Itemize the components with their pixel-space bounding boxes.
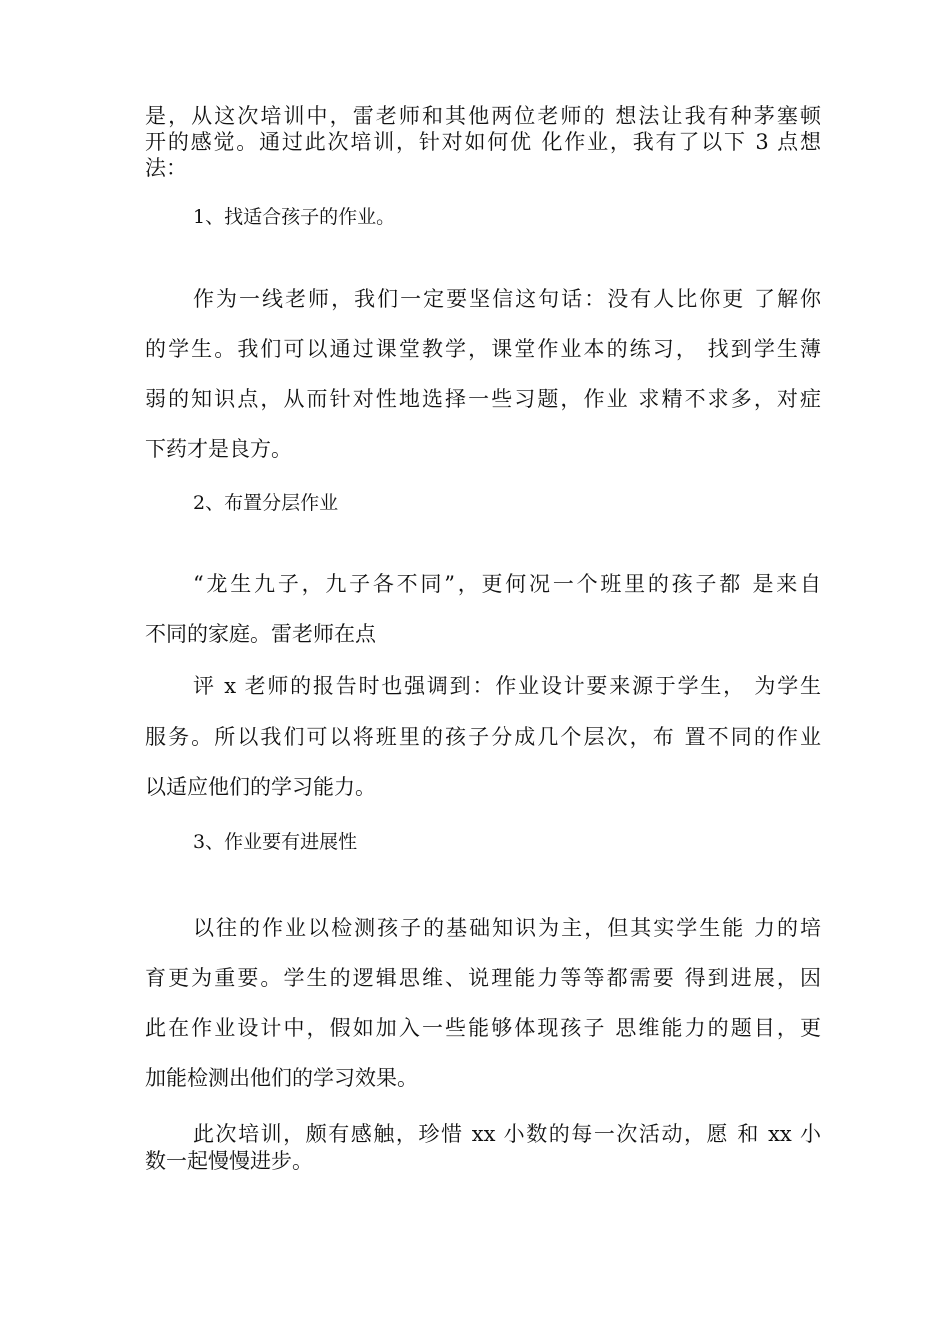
section-3-line-3: 此在作业设计中，假如加入一些能够体现孩子 思维能力的题目，更 [145,1016,821,1040]
section-2-line-2: 不同的家庭。雷老师在点 [145,622,376,646]
section-heading-3: 3、作业要有进展性 [193,831,358,853]
section-2-line-5: 以适应他们的学习能力。 [145,775,376,799]
closing-line-1: 此次培训，颇有感触，珍惜 xx 小数的每一次活动，愿 和 xx 小 [193,1122,821,1146]
section-2-line-1: “龙生九子，九子各不同”，更何况一个班里的孩子都 是来自 [193,572,821,596]
section-heading-1: 1、找适合孩子的作业。 [193,206,396,228]
section-1-line-4: 下药才是良方。 [145,437,292,461]
intro-line-3: 法： [145,156,187,180]
section-1-line-3: 弱的知识点，从而针对性地选择一些习题，作业 求精不求多，对症 [145,387,821,411]
section-1-line-2: 的学生。我们可以通过课堂教学，课堂作业本的练习， 找到学生薄 [145,337,821,361]
closing-line-2: 数一起慢慢进步。 [145,1149,313,1173]
intro-line-2: 开的感觉。通过此次培训，针对如何优 化作业，我有了以下 3 点想 [145,130,821,154]
section-3-line-4: 加能检测出他们的学习效果。 [145,1066,418,1090]
section-2-line-4: 服务。所以我们可以将班里的孩子分成几个层次，布 置不同的作业 [145,725,821,749]
section-heading-2: 2、布置分层作业 [193,492,339,514]
intro-line-1: 是，从这次培训中，雷老师和其他两位老师的 想法让我有种茅塞顿 [145,104,821,128]
section-1-line-1: 作为一线老师，我们一定要坚信这句话：没有人比你更 了解你 [193,287,821,311]
section-3-line-1: 以往的作业以检测孩子的基础知识为主，但其实学生能 力的培 [193,916,821,940]
section-2-line-3: 评 x 老师的报告时也强调到：作业设计要来源于学生， 为学生 [193,674,821,698]
section-3-line-2: 育更为重要。学生的逻辑思维、说理能力等等都需要 得到进展，因 [145,966,821,990]
